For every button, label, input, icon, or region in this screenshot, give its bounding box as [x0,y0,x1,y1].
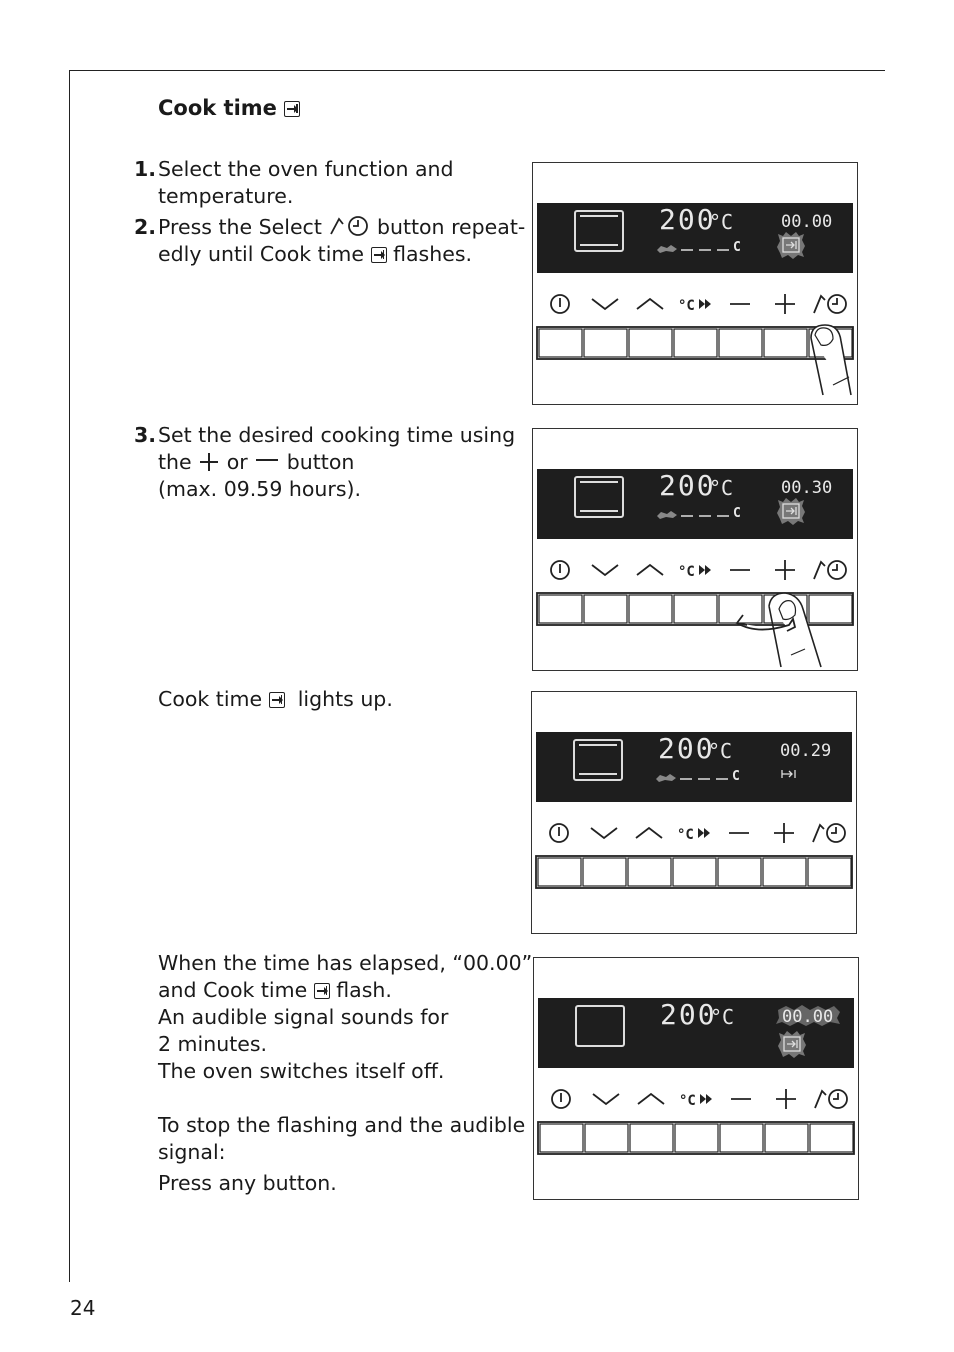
power-icon [551,295,569,313]
power-icon [551,561,569,579]
chevron-up-icon [636,828,662,838]
panel-drawing [532,692,856,933]
cook-time-icon [314,983,330,999]
plus-icon [775,560,795,580]
elapsed-line-5: The oven switches itself off. [158,1059,445,1083]
panel-button-4[interactable] [675,1124,718,1152]
step-3-line-1: Set the desired cooking time using [158,423,516,447]
panel-button-7[interactable] [809,595,852,623]
top-rule [69,70,885,71]
temperature-unit: °C [709,476,734,500]
cook-time-indicator-icon [777,498,805,525]
panel-button-5[interactable] [719,329,762,357]
panel-button-1[interactable] [539,329,582,357]
chevron-down-icon [592,565,618,575]
panel-button-4[interactable] [674,329,717,357]
plus-icon [198,452,220,479]
temperature-unit: °C [708,739,733,763]
left-rule [69,70,70,1282]
plus-icon [775,294,795,314]
plus-icon [776,1089,796,1109]
temperature-unit-small: C [732,769,740,784]
chevron-down-icon [593,1094,619,1104]
temperature-unit: °C [709,210,734,234]
temperature-readout: 200 [659,469,716,502]
panel-button-2[interactable] [583,858,626,886]
select-clock-icon [815,1090,847,1108]
elapsed-line-4: 2 minutes. [158,1032,268,1056]
panel-button-3[interactable] [629,595,672,623]
panel-button-5[interactable] [720,1124,763,1152]
panel-button-3[interactable] [628,858,671,886]
panel-button-4[interactable] [674,595,717,623]
panel-button-6[interactable] [763,858,806,886]
time-readout: 00.00 [782,1007,834,1027]
panel-button-4[interactable] [673,858,716,886]
panel-button-1[interactable] [540,1124,583,1152]
quick-heat-icon [678,298,711,314]
section-title: Cook time [158,96,300,120]
temperature-readout: 200 [658,732,715,765]
svg-text:°C: °C [678,564,695,580]
temperature-readout: 200 [660,998,717,1031]
button-row [537,327,853,359]
step-3-line-3: (max. 09.59 hours). [158,477,362,501]
select-clock-icon [814,295,846,313]
step-2-number: 2. [133,215,156,239]
svg-text:°C: °C [678,298,695,314]
power-icon [550,824,568,842]
cook-time-icon [371,247,387,263]
control-panel-2 [532,428,858,671]
panel-button-3[interactable] [630,1124,673,1152]
panel-button-5[interactable] [718,858,761,886]
cook-time-icon [284,101,300,117]
step-2-line-2: edly until Cook time flashes. [158,242,473,266]
step-2-line-1: Press the Select button repeat- [158,214,525,244]
panel-button-1[interactable] [538,858,581,886]
minus-icon [254,452,280,479]
temperature-unit-small: C [733,240,741,255]
control-panel-4 [533,957,859,1200]
elapsed-line-1: When the time has elapsed, “00.00” [158,951,533,975]
svg-text:°C: °C [677,827,694,843]
select-clock-icon [814,561,846,579]
step-1-line-2: temperature. [158,184,294,208]
panel-button-2[interactable] [585,1124,628,1152]
chevron-up-icon [638,1094,664,1104]
svg-text:°C: °C [679,1093,696,1109]
power-icon [552,1090,570,1108]
panel-button-6[interactable] [765,1124,808,1152]
step-1-line-1: Select the oven function and [158,157,454,181]
page-number: 24 [70,1296,96,1320]
cook-time-indicator-icon [777,232,805,259]
temperature-unit-small: C [733,506,741,521]
step-3-line-2: the or button [158,449,354,479]
quick-heat-icon [677,827,710,843]
panel-button-2[interactable] [584,329,627,357]
quick-heat-icon [678,564,711,580]
control-panel-1 [532,162,858,405]
cook-time-icon [269,692,285,708]
panel-button-6[interactable] [764,329,807,357]
chevron-up-icon [637,299,663,309]
button-row [536,856,852,888]
panel-button-7[interactable] [808,858,851,886]
chevron-down-icon [591,828,617,838]
panel-drawing [533,163,857,404]
control-panel-3 [531,691,857,934]
time-readout: 00.00 [781,212,833,232]
elapsed-line-3: An audible signal sounds for [158,1005,449,1029]
step-1-number: 1. [133,157,156,181]
panel-drawing [534,958,858,1199]
chevron-down-icon [592,299,618,309]
panel-button-2[interactable] [584,595,627,623]
temperature-unit: °C [710,1005,735,1029]
chevron-up-icon [637,565,663,575]
cook-time-indicator-icon [778,1031,806,1058]
time-readout: 00.30 [781,478,833,498]
select-clock-icon [813,824,845,842]
panel-button-3[interactable] [629,329,672,357]
stop-line-2: signal: [158,1140,226,1164]
lights-up-text: Cook time lights up. [158,687,393,711]
elapsed-line-2: and Cook time flash. [158,978,392,1002]
press-any-button-text: Press any button. [158,1171,337,1195]
quick-heat-icon [679,1093,712,1109]
button-row [538,1122,854,1154]
select-clock-icon [328,215,370,244]
panel-button-7[interactable] [810,1124,853,1152]
temperature-readout: 200 [659,203,716,236]
panel-button-1[interactable] [539,595,582,623]
panel-drawing [533,429,857,670]
stop-line-1: To stop the flashing and the audible [158,1113,526,1137]
time-readout: 00.29 [780,741,832,761]
step-3-number: 3. [133,423,156,447]
plus-icon [774,823,794,843]
